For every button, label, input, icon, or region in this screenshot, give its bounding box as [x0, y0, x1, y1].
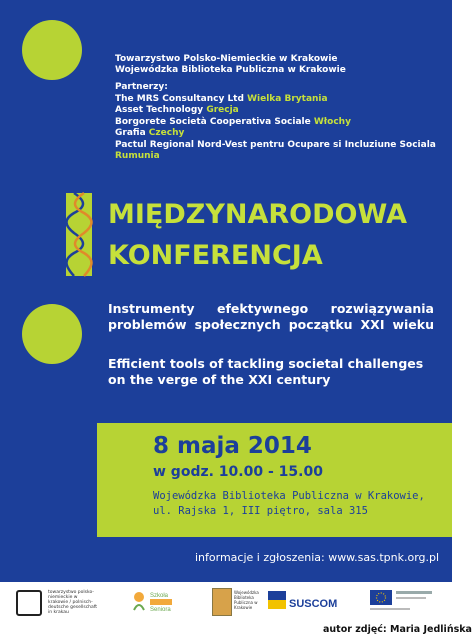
subtitle-polish: Instrumenty efektywnego rozwiązywania problemów społecznych początku XXI wieku: [108, 301, 434, 332]
partner-country: Czechy: [148, 128, 185, 138]
partner-2: [115, 105, 452, 117]
organizer-1: Towarzystwo Polsko-Niemieckie w Krakowie: [115, 54, 338, 64]
venue-line-2: ul. Rajska 1, III piętro, sala 315: [153, 505, 368, 517]
info-registration: informacje i zgłoszenia: www.sas.tpnk.org.pl: [195, 551, 440, 564]
partner-name: Grafia: [115, 128, 146, 138]
svg-text:Szkoła: Szkoła: [150, 593, 169, 599]
title-line-2: KONFERENCJA: [108, 240, 323, 271]
wbp-logo-text: Wojewódzka Biblioteka Publiczna w Krakowie: [234, 590, 259, 610]
green-circle-top: [22, 20, 82, 80]
partner-1: [115, 94, 452, 106]
partner-3: [115, 117, 452, 129]
tpnk-logo-text: towarzystwo polsko-niemieckie w krakowie / polnisch-deutsche gesellschaft in krakau: [48, 590, 98, 615]
partners-list: [115, 82, 452, 163]
title-line-1: MIĘDZYNARODOWA: [108, 199, 407, 230]
partner-5: [115, 140, 452, 163]
partner-4: [115, 128, 452, 140]
partner-country: Włochy: [313, 116, 351, 127]
wbp-crest-icon: [212, 588, 232, 616]
event-details-box: [97, 423, 452, 537]
tpnk-logo-icon: [16, 590, 42, 616]
organizer-2: Wojewódzka Biblioteka Publiczna w Krakowie: [115, 65, 346, 75]
event-date: 8 maja 2014: [153, 433, 312, 459]
organizers: [115, 54, 346, 76]
szkola-aktywnego-seniora-logo: [130, 588, 190, 614]
partner-country: Wielka Brytania: [247, 93, 328, 104]
green-circle-middle: [22, 304, 82, 364]
partner-name: Pactul Regional Nord-Vest pentru Ocupare si Incluziune Sociala: [115, 139, 436, 150]
eu-grundtvig-logo: [370, 588, 434, 616]
dna-wave-icon: [66, 193, 92, 276]
venue-line-1: Wojewódzka Biblioteka Publiczna w Krakowie,: [153, 490, 425, 502]
partners-label: Partnerzy:: [115, 82, 168, 92]
partner-name: The MRS Consultancy Ltd: [115, 93, 244, 104]
event-venue: [153, 489, 425, 519]
photo-credit: autor zdjęć: Maria Jedlińska: [323, 624, 472, 635]
partner-country: Rumunia: [115, 151, 160, 161]
partner-country: Grecja: [206, 105, 239, 115]
event-hours: w godz. 10.00 - 15.00: [153, 464, 323, 480]
partner-name: Borgorete Società Cooperativa Sociale: [115, 116, 311, 127]
suscom-logo: [266, 588, 344, 614]
subtitle-english: Efficient tools of tackling societal challenges on the verge of the XXI century: [108, 356, 424, 387]
svg-text:SUSCOM: SUSCOM: [289, 598, 338, 610]
svg-text:Seniora: Seniora: [150, 607, 171, 613]
partner-name: Asset Technology: [115, 105, 204, 115]
